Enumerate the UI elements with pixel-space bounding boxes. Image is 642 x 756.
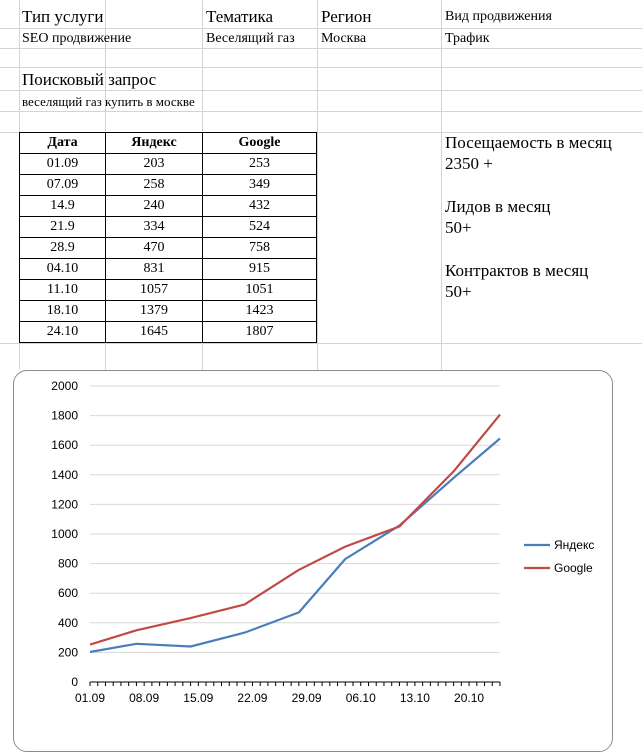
x-tick-label: 20.10 — [454, 691, 485, 705]
x-tick-label: 15.09 — [183, 691, 214, 705]
monthly-contracts-label[interactable]: Контрактов в месяц — [445, 261, 589, 280]
legend-item-google: Google — [554, 561, 593, 575]
yandex-cell[interactable]: 1645 — [106, 322, 203, 343]
column-header-yandex[interactable]: Яндекс — [106, 133, 203, 154]
google-cell[interactable]: 1807 — [203, 322, 317, 343]
monthly-visits-label[interactable]: Посещаемость в месяц — [445, 133, 612, 152]
monthly-leads-label[interactable]: Лидов в месяц — [445, 197, 551, 216]
date-cell[interactable]: 24.10 — [20, 322, 106, 343]
service-type-value[interactable]: SEO продвижение — [22, 31, 132, 46]
google-cell[interactable]: 1051 — [203, 280, 317, 301]
date-cell[interactable]: 07.09 — [20, 175, 106, 196]
google-cell[interactable]: 1423 — [203, 301, 317, 322]
search-query-label[interactable]: Поисковый запрос — [22, 70, 157, 89]
x-tick-label: 29.09 — [291, 691, 322, 705]
table-header-row — [20, 133, 317, 154]
google-cell[interactable]: 915 — [203, 259, 317, 280]
y-tick-label: 0 — [71, 675, 78, 689]
google-cell[interactable]: 432 — [203, 196, 317, 217]
y-tick-label: 600 — [57, 586, 78, 601]
column-header-date[interactable]: Дата — [20, 133, 106, 154]
yandex-cell[interactable]: 203 — [106, 154, 203, 175]
yandex-series-line — [90, 439, 500, 653]
service-type-label[interactable]: Тип услуги — [22, 7, 104, 26]
y-tick-label: 400 — [57, 615, 78, 630]
topic-value[interactable]: Веселящий газ — [206, 31, 295, 46]
date-cell[interactable]: 18.10 — [20, 301, 106, 322]
yandex-cell[interactable]: 1379 — [106, 301, 203, 322]
table-row — [20, 217, 317, 238]
table-row — [20, 238, 317, 259]
column-header-google[interactable]: Google — [203, 133, 317, 154]
traffic-chart[interactable] — [13, 370, 613, 752]
search-query-value[interactable]: веселящий газ купить в москве — [22, 94, 195, 109]
x-tick-label: 01.09 — [74, 691, 106, 705]
google-cell[interactable]: 524 — [203, 217, 317, 238]
yandex-cell[interactable]: 258 — [106, 175, 203, 196]
yandex-cell[interactable]: 1057 — [106, 280, 203, 301]
y-tick-label: 800 — [57, 556, 78, 571]
x-tick-label: 13.10 — [399, 691, 430, 705]
yandex-cell[interactable]: 240 — [106, 196, 203, 217]
x-tick-label: 08.09 — [129, 691, 160, 705]
yandex-cell[interactable]: 470 — [106, 238, 203, 259]
date-cell[interactable]: 04.10 — [20, 259, 106, 280]
yandex-cell[interactable]: 334 — [106, 217, 203, 238]
google-cell[interactable]: 758 — [203, 238, 317, 259]
topic-label[interactable]: Тематика — [206, 7, 274, 26]
chart-plot — [14, 371, 612, 751]
monthly-visits-value[interactable]: 2350 + — [445, 154, 493, 173]
y-tick-label: 1000 — [51, 527, 78, 541]
date-cell[interactable]: 11.10 — [20, 280, 106, 301]
table-row — [20, 301, 317, 322]
table-row — [20, 280, 317, 301]
table-row — [20, 259, 317, 280]
date-cell[interactable]: 01.09 — [20, 154, 106, 175]
table-row — [20, 196, 317, 217]
google-cell[interactable]: 253 — [203, 154, 317, 175]
y-tick-label: 2000 — [51, 379, 78, 393]
date-cell[interactable]: 21.9 — [20, 217, 106, 238]
table-row — [20, 175, 317, 196]
google-cell[interactable]: 349 — [203, 175, 317, 196]
date-cell[interactable]: 14.9 — [20, 196, 106, 217]
region-value[interactable]: Москва — [321, 31, 367, 46]
google-series-line — [90, 415, 500, 645]
table-row — [20, 322, 317, 343]
promotion-type-label[interactable]: Вид продвижения — [445, 9, 552, 24]
y-tick-label: 1800 — [51, 408, 78, 423]
y-tick-label: 1200 — [51, 497, 78, 512]
yandex-cell[interactable]: 831 — [106, 259, 203, 280]
date-cell[interactable]: 28.9 — [20, 238, 106, 259]
traffic-table — [19, 132, 317, 343]
y-tick-label: 200 — [57, 645, 78, 660]
x-tick-label: 22.09 — [237, 691, 268, 705]
x-tick-label: 06.10 — [345, 691, 376, 705]
promotion-type-value[interactable]: Трафик — [445, 31, 490, 46]
y-tick-label: 1400 — [51, 467, 78, 482]
legend-item-yandex: Яндекс — [554, 538, 595, 552]
y-tick-label: 1600 — [51, 438, 78, 453]
monthly-leads-value[interactable]: 50+ — [445, 218, 472, 237]
region-label[interactable]: Регион — [321, 7, 372, 26]
monthly-contracts-value[interactable]: 50+ — [445, 282, 472, 301]
table-row — [20, 154, 317, 175]
